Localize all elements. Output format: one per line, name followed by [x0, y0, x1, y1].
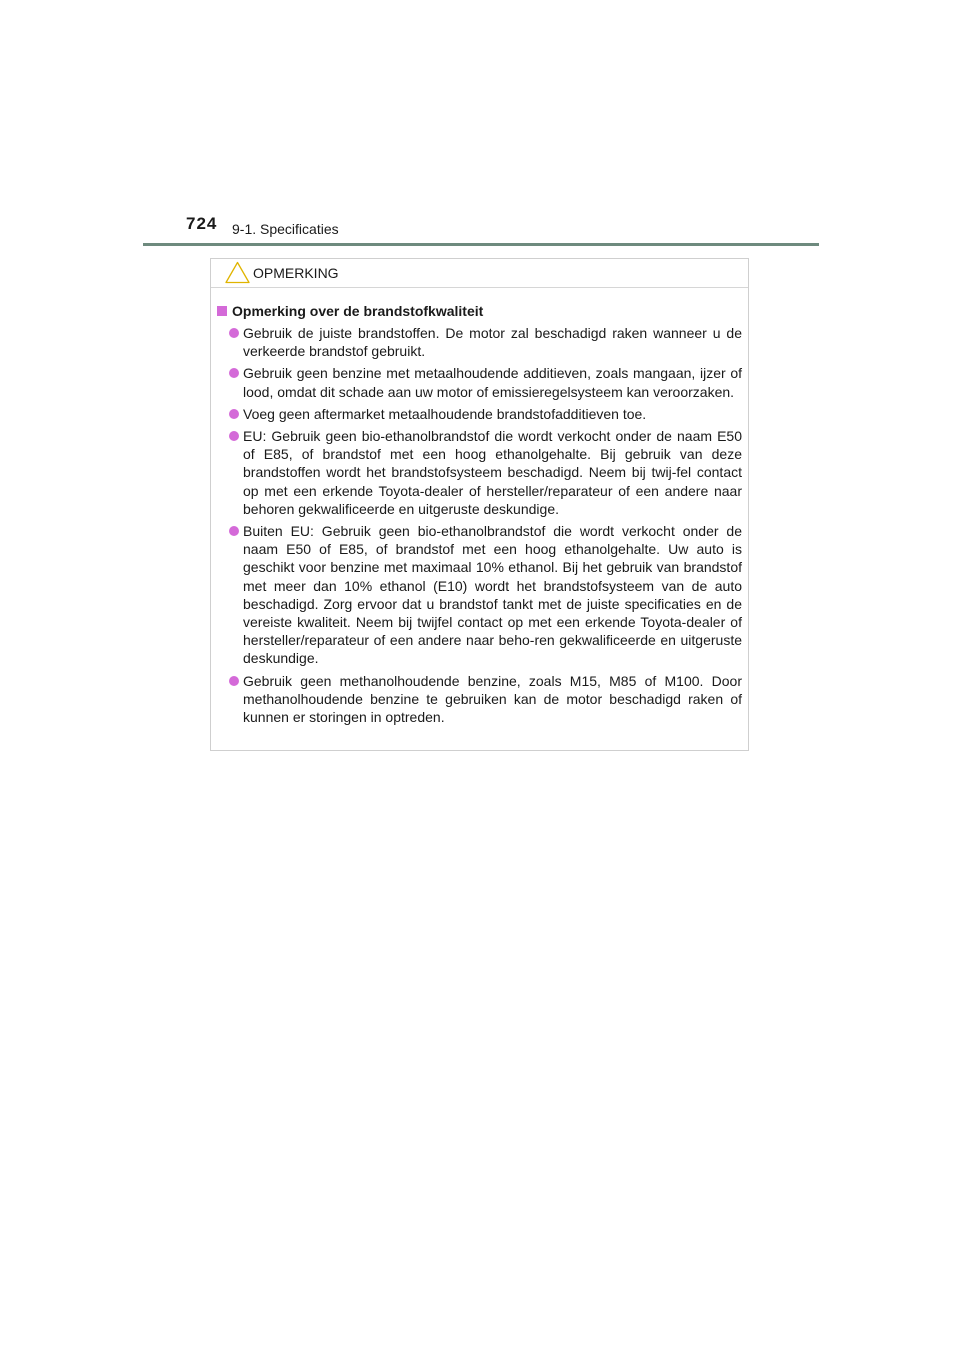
notice-label: OPMERKING	[253, 265, 339, 281]
list-item-text: Gebruik geen benzine met metaalhoudende additieven, zoals mangaan, ijzer of lood, omdat dit schade aan uw motor of emissieregelsysteem kan veroorzaken.	[243, 365, 742, 400]
list-item	[217, 324, 742, 360]
list-item	[217, 672, 742, 727]
section-title: 9-1. Specificaties	[232, 221, 339, 237]
list-item-text: Gebruik geen methanolhoudende benzine, zoals M15, M85 of M100. Door methanolhoudende benzine te gebruiken kan de motor beschadigd raken of kunnen er storingen in optreden.	[243, 672, 742, 726]
notice-header	[211, 259, 748, 288]
header-rule	[143, 243, 819, 246]
square-bullet-icon	[217, 306, 227, 316]
bullet-dot-icon	[229, 328, 239, 338]
notice-subheading	[217, 302, 742, 320]
list-item-text: Gebruik de juiste brandstoffen. De motor zal beschadigd raken wanneer u de verkeerde brandstof gebruikt.	[243, 325, 742, 360]
bullet-dot-icon	[229, 676, 239, 686]
bullet-dot-icon	[229, 526, 239, 536]
bullet-dot-icon	[229, 368, 239, 378]
list-item	[217, 405, 742, 423]
notice-box	[210, 258, 749, 751]
list-item	[217, 427, 742, 518]
page-number: 724	[186, 214, 218, 233]
notice-body	[211, 288, 748, 726]
notice-list	[217, 324, 742, 726]
warning-triangle-icon	[225, 261, 250, 284]
list-item	[217, 522, 742, 668]
list-item-text: Voeg geen aftermarket metaalhoudende brandstofadditieven toe.	[243, 405, 647, 422]
list-item	[217, 364, 742, 400]
subheading-text: Opmerking over de brandstofkwaliteit	[232, 303, 484, 319]
list-item-text: EU: Gebruik geen bio-ethanolbrandstof die wordt verkocht onder de naam E50 of E85, of brandstof met een hoog ethanolgehalte. Bij gebruik van deze brandstoffen wordt het brandstofsysteem beschadigd. Neem bij twij-fel contact op met een erkende Toyota-dealer of hersteller/reparateur of een andere naar behoren gekwalificeerde en uitgeruste deskundige.	[243, 428, 742, 517]
list-item-text: Buiten EU: Gebruik geen bio-ethanolbrandstof die wordt verkocht onder de naam E50 of E85, of brandstof met een hoog ethanolgehalte. Uw auto is geschikt voor benzine met maximaal 10% ethanol. Bij het gebruik van brandstof met meer dan 10% ethanol (E10) wordt het brandstofsysteem van de auto beschadigd. Zorg ervoor dat u brandstof tankt met de juiste specificaties en de vereiste kwaliteit. Neem bij twijfel contact op met een erkende Toyota-dealer of hersteller/reparateur of een andere naar beho-ren gekwalificeerde en uitgeruste deskundige.	[243, 523, 742, 667]
bullet-dot-icon	[229, 431, 239, 441]
bullet-dot-icon	[229, 409, 239, 419]
